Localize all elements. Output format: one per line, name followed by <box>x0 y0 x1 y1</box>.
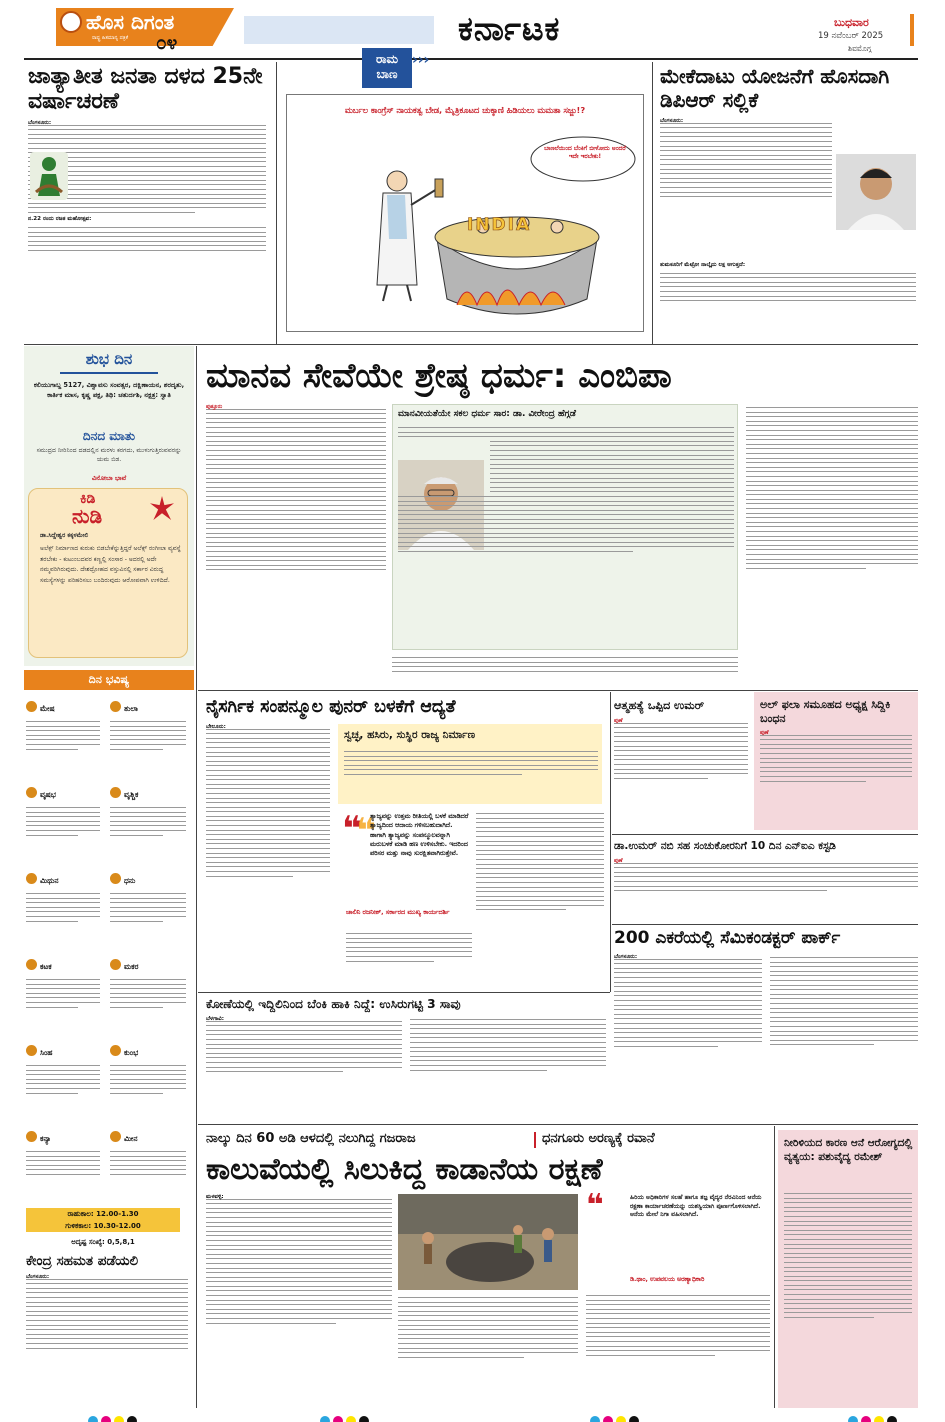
koneyalli-headline: ಕೋಣೆಯಲ್ಲಿ ಇದ್ದಿಲಿನಿಂದ ಬೆಂಕಿ ಹಾಕಿ ನಿದ್ದೆ: ಉಸಿರುಗಟ್ಟಿ 3 ಸಾವು <box>206 997 461 1011</box>
mekedatu-body <box>660 118 832 264</box>
semiconductor-dateline: ಬೆಂಗಳೂರು: <box>614 954 638 960</box>
janata-dal-headline: ಜಾತ್ಯಾತೀತ ಜನತಾ ದಳದ 25ನೇ ವರ್ಷಾಚರಣೆ <box>28 64 263 114</box>
sagittarius-icon <box>110 873 121 884</box>
kidi-text: ಅಲೆಕ್ಸ್ ನಿರ್ಮಾಣದ ಕುರುಕು ಬಿಡಬೇಕೆನ್ನುತ್ತಿದ್ದರೆ ಅಲೆಕ್ಸ್ ರಂಗೀಲಾ ವ್ಯವಸ್ಥೆ ತರಬೇಕು - ಕುಟುಂಬದವರ ಕಣ್ಣಲ್ಲಿ ಸಂಸಾರ - ಅದರಲ್ಲಿ ಅದೇ ನಮ್ಮವರಿಗಿರುವುದು. ದೇಶದ್ರೋಹದ ವಸ್ತುವಿನಲ್ಲಿ ಸರ್ಕಾರ ವಿರುದ್ಧ ಸಮಸ್ಯೆಗಳನ್ನು ಪರಿಹರಿಸಲು ಬಂದಿರುವುದು ಆರೋಪವಾಗಿ ಉಳಿದಿದೆ. <box>40 545 181 584</box>
manava-seve-dateline: ಪುತ್ತೂರು <box>206 404 223 410</box>
divider-v1 <box>276 62 277 344</box>
cartoon-caption: ಮರ್ಬಲ ಕಾಂಗ್ರೆಸ್ ನಾಯಕತ್ವ ಬೇಡ, ಮೈತ್ರಿಕೂಟದ ಚುಕ್ಕಾಣಿ ಹಿಡಿಯಲು ಮಮತಾ ಸಜ್ಜು!? <box>344 105 586 115</box>
semiconductor-col1 <box>614 954 762 1118</box>
header-blue-ribbon <box>244 16 434 44</box>
divider-h5 <box>198 992 610 993</box>
shubha-dina-ornament <box>60 372 158 374</box>
divider-v2 <box>652 62 653 344</box>
koneyalli-dateline: ಬೆಳಗಾವಿ: <box>206 1016 224 1022</box>
al-falah-body <box>760 730 912 826</box>
al-falah-dateline: ಪುಣೆ <box>760 730 769 736</box>
manava-seve-col1 <box>206 404 386 688</box>
kicker-separator <box>534 1132 536 1148</box>
natural-resources-quote-source: ಚಾಲಿನಿ ರಜನೀಶ್, ಸರ್ಕಾರದ ಮುಖ್ಯ ಕಾರ್ಯದರ್ಶಿ <box>346 908 450 916</box>
issue-date: 19 ನವೆಂಬರ್ 2025 <box>818 31 884 41</box>
elephant-quote-mark-icon: ❝ <box>586 1188 604 1223</box>
elephant-col3 <box>586 1292 770 1408</box>
aatmahati-body <box>614 718 748 830</box>
natural-resources-col2-bottom <box>346 930 472 990</box>
issue-day: ಬುಧವಾರ <box>834 16 869 29</box>
divider-h1 <box>24 344 918 345</box>
koneyalli-col2 <box>410 1016 606 1120</box>
swachha-box-body <box>344 748 598 802</box>
rashi-item: ಕಟಕ <box>26 954 106 1040</box>
dinada-maatu-source: ವಿನೋಬಾ ಭಾವೆ <box>91 474 127 482</box>
dr-umar-body <box>614 858 918 920</box>
rahukala-box <box>26 1208 180 1232</box>
neeriliyada-headline: ನೀರಿಳಿಯದ ಕಾರಣ ಆನೆ ಆರೋಗ್ಯದಲ್ಲಿ ವ್ಯತ್ಯಯ: ಪಶುವೈದ್ಯ ರಮೇಶ್ <box>784 1137 913 1163</box>
dr-umar-dateline: ಪುಣೆ <box>614 858 623 864</box>
lucky-numbers: ಅದೃಷ್ಟ ಸಂಖ್ಯೆ: 0,5,8,1 <box>71 1238 135 1246</box>
aatmahati-dateline: ಪುಣೆ <box>614 718 623 724</box>
divider-sidebar <box>196 346 197 1408</box>
heggade-box-headline: ಮಾನವೀಯತೆಯೇ ಸಕಲ ಧರ್ಮ ಸಾರ: ಡಾ. ವೀರೇಂದ್ರ ಹೆಗ್ಗಡೆ <box>398 409 577 419</box>
divider-v3 <box>610 692 611 992</box>
rashi-item: ಮೇಷ <box>26 696 106 782</box>
gulikakala: ಗುಳಿಕಕಾಲ: 10.30-12.00 <box>65 1222 141 1230</box>
ramabana-label-bottom: ಬಾಣ <box>376 67 398 81</box>
elephant-kicker-2: ಧನಗೂರು ಅರಣ್ಯಕ್ಕೆ ರವಾನೆ <box>542 1131 655 1146</box>
swachha-box-headline: ಸ್ವಚ್ಛ, ಹಸಿರು, ಸುಸ್ಥಿರ ರಾಜ್ಯ ನಿರ್ಮಾಣ <box>344 729 476 741</box>
ramabana-chevrons: ››› <box>412 52 430 68</box>
virgo-icon <box>26 1131 37 1142</box>
registration-marks-right <box>848 1411 900 1422</box>
dr-umar-headline: ಡಾ.ಉಮರ್ ನಬಿ ಸಹ ಸಂಚುಕೋರನಿಗೆ 10 ದಿನ ಎನ್ಐಎ ಕಸ್ಟಡಿ <box>614 840 836 852</box>
manava-seve-col3 <box>746 404 918 688</box>
kidi-author: ಡಾ.ಸಿದ್ದೇಶ್ವರ ಕಕ್ಕಳಮೇಲಿ <box>40 532 89 539</box>
libra-icon <box>110 701 121 712</box>
elephant-quote-source: ಡಿ.ಥಾಂ, ಉಪವಲಯ ಅರಣ್ಯಾಧಿಕಾರಿ <box>630 1276 705 1283</box>
elephant-col2 <box>398 1294 578 1408</box>
natural-resources-quote: ತ್ಯಾಜ್ಯವನ್ನು ಉತ್ತಮ ರೀತಿಯಲ್ಲಿ ಬಳಕೆ ಮಾಡಿದರೆ ತ್ಯಾಜ್ಯದಿಂದ ಆದಾಯ ಗಳಿಸಬಹುದಾಗಿದೆ. ಹಾಗಾಗಿ ತ್ಯಾಜ್ಯವನ್ನು ಸಂಪನ್ಮೂಲವನ್ನಾಗಿ ಮರುಬಳಕೆ ಮಾಡಿ ಹಣ ಉಳಿಸಬೇಕು. ಇದರಿಂದ ಪರಿಸರ ಮತ್ತು ನಾವು ಸುರಕ್ಷಿತವಾಗಿರುತ್ತೇವೆ. <box>370 812 469 858</box>
cancer-icon <box>26 959 37 970</box>
bhavishya-title: ದಿನ ಭವಿಷ್ಯ <box>88 673 130 686</box>
mekedatu-photo <box>836 154 916 230</box>
elephant-kicker: ನಾಲ್ಕು ದಿನ 60 ಅಡಿ ಆಳದಲ್ಲಿ ನಲುಗಿದ್ದ ಗಜರಾಜ <box>206 1131 416 1146</box>
page-number: ೦೪ <box>156 32 178 54</box>
natural-resources-col1 <box>206 724 330 988</box>
header-accent-bar <box>910 14 914 46</box>
bhavishya-left-column <box>26 696 106 1206</box>
aatmahati-headline: ಆತ್ಮಹತ್ಯೆ ಒಪ್ಪಿದ ಉಮರ್ <box>614 699 705 712</box>
section-title: ಕರ್ನಾಟಕ <box>458 9 561 48</box>
bhavishya-right-column <box>110 696 190 1206</box>
quote-mark-icon: ❝ <box>342 809 362 849</box>
rashi-item: ಮಕರ <box>110 954 190 1040</box>
kidi-title: ಕಿಡಿ <box>80 491 96 507</box>
rashi-item: ತುಲಾ <box>110 696 190 782</box>
janata-dal-subhead: ನ.22 ರಂದು ರಜತ ಮಹೋತ್ಸವ: <box>28 216 92 223</box>
rashi-item: ಧನು <box>110 868 190 954</box>
elephant-quote: ಹಿರಿಯ ಅಧಿಕಾರಿಗಳ ಸಲಹೆ ಹಾಗೂ ತಜ್ಞ ವೈದ್ಯರ ನೆರವಿನಿಂದ ಆನೆಯ ರಕ್ಷಣಾ ಕಾರ್ಯಾಚರಣೆಯನ್ನು ಯಶಸ್ವಿಯಾಗಿ ಪೂರ್ಣಗೊಳಿಸಲಾಗಿದೆ. ಆನೆಯ ಮೇಲೆ ನಿಗಾ ವಹಿಸಲಾಗಿದೆ. <box>630 1194 762 1218</box>
cartoon-pot-label: INDIA <box>467 215 532 235</box>
mekedatu-dateline: ಬೆಂಗಳೂರು: <box>660 118 684 124</box>
mekedatu-headline: ಮೇಕೆದಾಟು ಯೋಜನೆಗೆ ಹೊಸದಾಗಿ ಡಿಪಿಆರ್ ಸಲ್ಲಿಕೆ <box>660 64 890 112</box>
rashi-item: ಕನ್ಯಾ <box>26 1126 106 1206</box>
issue-city: ಶಿವಮೊಗ್ಗ <box>848 44 872 53</box>
rashi-item: ಮೀನ <box>110 1126 190 1206</box>
ramabana-label-top: ರಾಮ <box>376 52 398 66</box>
cartoon-speech-bubble: ಬಾಣಲೆಯಿಂದ ಬೆಂಕಿಗೆ ಬೀಳೋದು ಅಂದರೆ ಇದೇ ಇರಬೇಕು! <box>544 145 626 160</box>
kendra-dateline: ಬೆಂಗಳೂರು: <box>26 1274 50 1280</box>
janata-dal-party-symbol <box>30 152 68 200</box>
rahukala: ರಾಹುಕಾಲ: 12.00-1.30 <box>67 1210 139 1218</box>
divider-v4 <box>774 1126 775 1408</box>
taurus-icon <box>26 787 37 798</box>
dinada-maatu-title: ದಿನದ ಮಾತು <box>82 429 136 443</box>
masthead-title: ಹೊಸ ದಿಗಂತ <box>86 10 175 34</box>
capricorn-icon <box>110 959 121 970</box>
panchanga-text: ಕಲಿಯುಗಾಬ್ದ 5127, ವಿಶ್ವಾವಸು ಸಂವತ್ಸರ, ದಕ್ಷಿಣಾಯನ, ಶರದೃತು, ಕಾರ್ತಿಕ ಮಾಸ, ಕೃಷ್ಣ ಪಕ್ಷ, ತಿಥಿ: ಚತುರ್ದಶಿ, ನಕ್ಷತ್ರ: ಸ್ವಾತಿ <box>33 381 185 399</box>
al-falah-headline: ಅಲ್ ಫಲಾ ಸಮೂಹದ ಅಧ್ಯಕ್ಷ ಸಿದ್ದಿಕಿ ಬಂಧನ <box>760 698 891 725</box>
divider-h2 <box>198 690 918 691</box>
kendra-headline: ಕೇಂದ್ರ ಸಹಮತ ಪಡೆಯಲಿ <box>26 1253 139 1269</box>
heggade-box-body <box>398 424 734 646</box>
rashi-item: ಸಿಂಹ <box>26 1040 106 1126</box>
scorpio-icon <box>110 787 121 798</box>
natural-resources-dateline: ಬೇಲೂರು: <box>206 724 226 730</box>
manava-seve-col-bottom <box>392 654 738 688</box>
aquarius-icon <box>110 1045 121 1056</box>
elephant-headline: ಕಾಲುವೆಯಲ್ಲಿ ಸಿಲುಕಿದ್ದ ಕಾಡಾನೆಯ ರಕ್ಷಣೆ <box>206 1152 603 1187</box>
leo-icon <box>26 1045 37 1056</box>
neeriliyada-body <box>784 1190 912 1404</box>
ramabana-tag <box>362 48 412 88</box>
elephant-rescue-photo <box>398 1194 578 1290</box>
aries-icon <box>26 701 37 712</box>
cartoon-frame <box>286 94 644 332</box>
pisces-icon <box>110 1131 121 1142</box>
semiconductor-col2 <box>770 954 918 1118</box>
mekedatu-subhead: ತುಮಕೂರಿಗೆ ಮೆಟ್ರೋ ನಾಲ್ಕೈದು ಲಕ್ಷ ಆಗುತ್ತದೆ: <box>660 262 746 268</box>
nudi-title: ನುಡಿ <box>72 504 103 528</box>
elephant-col1 <box>206 1194 392 1408</box>
janata-dal-dateline: ಬೆಂಗಳೂರು: <box>28 120 52 126</box>
kendra-body <box>26 1274 188 1400</box>
rashi-item: ಕುಂಭ <box>110 1040 190 1126</box>
elephant-dateline: ಮಳವಳ್ಳಿ: <box>206 1194 224 1200</box>
mekedatu-body-lower <box>660 262 916 340</box>
registration-marks-left <box>88 1411 140 1422</box>
divider-h3 <box>612 834 918 835</box>
natural-resources-headline: ನೈಸರ್ಗಿಕ ಸಂಪನ್ಮೂಲ ಪುನರ್ ಬಳಕೆಗೆ ಆದ್ಯತೆ <box>206 697 456 717</box>
divider-h6 <box>198 1124 918 1125</box>
masthead-tagline: ರಾಷ್ಟ್ರ ಹಿತಮಾನ್ಯ ಪತ್ರಿಕೆ <box>92 35 129 41</box>
rashi-item: ವೃಶ್ಚಿಕ <box>110 782 190 868</box>
header-rule <box>24 58 918 60</box>
registration-marks-center-left <box>320 1411 372 1422</box>
koneyalli-col1 <box>206 1016 402 1120</box>
natural-resources-col3 <box>476 810 604 990</box>
dinada-maatu-text: ಸಮುದ್ರದ ನೀರಿನಿಂದ ದಡದಲ್ಲಿನ ಮರಳು ಕರಗದು, ಮುಳುಗುತ್ತಿರುವವರನ್ನು ಯಮ ಬಿಡ. <box>36 447 182 463</box>
rashi-item: ವೃಷಭ <box>26 782 106 868</box>
shubha-dina-title: ಶುಭ ದಿನ <box>85 350 133 368</box>
rashi-item: ಮಿಥುನ <box>26 868 106 954</box>
semiconductor-headline: 200 ಎಕರೆಯಲ್ಲಿ ಸೆಮಿಕಂಡಕ್ಟರ್ ಪಾರ್ಕ್ <box>614 928 841 948</box>
registration-marks-center-right <box>590 1411 642 1422</box>
gemini-icon <box>26 873 37 884</box>
bhavishya-title-bar <box>24 670 194 690</box>
divider-h4 <box>612 924 918 925</box>
quote-mark-orange-icon: ❝ <box>356 811 376 851</box>
masthead-logo-icon <box>60 11 82 33</box>
manava-seve-headline: ಮಾನವ ಸೇವೆಯೇ ಶ್ರೇಷ್ಠ ಧರ್ಮ: ಎಂಬಿಪಾ <box>206 356 672 396</box>
